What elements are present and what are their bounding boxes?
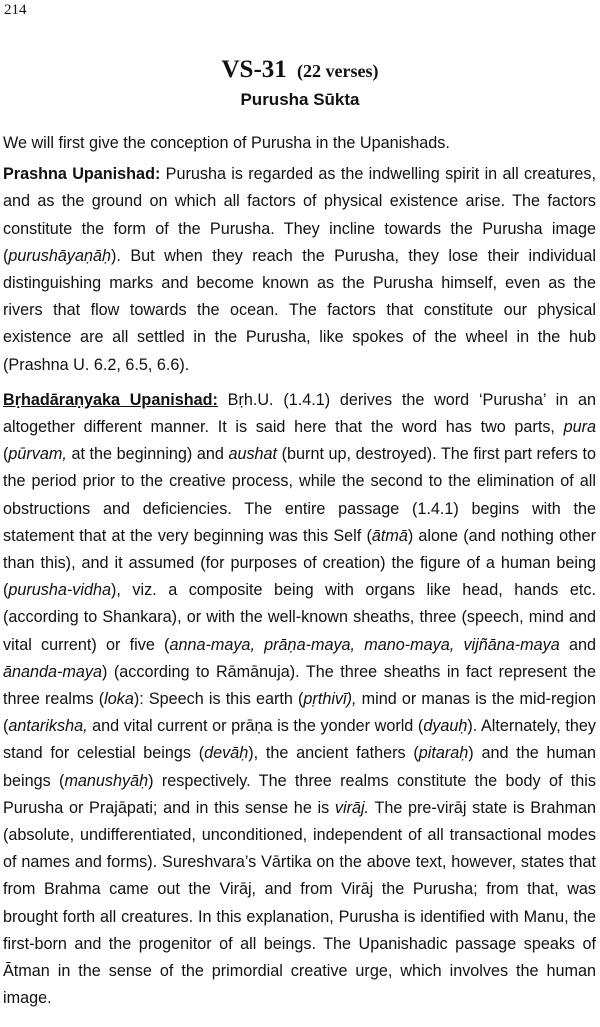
- italic-term: pura: [563, 418, 596, 437]
- text-run: ) and the human beings (: [3, 744, 596, 790]
- text-run: ), the ancient fathers (: [248, 744, 419, 763]
- italic-term: devāḥ: [204, 744, 249, 763]
- italic-term: loka: [104, 690, 134, 709]
- paragraph-brhadaranyaka-upanishad: [3, 387, 596, 1013]
- section-lead-label: Bṛhadāraṇyaka Upanishad:: [3, 390, 218, 409]
- text-run: ). But when they reach the Purusha, they lose their individual distinguishing marks and become known as the Purusha himself, even as the rivers that flow towards the ocean. The factors that constitute our physical existence are all settled in the Purusha, like spokes of the wheel in the hub (Prashna U. 6.2, 6.5, 6.6).: [3, 246, 596, 374]
- chapter-subtitle: Purusha Sūkta: [240, 90, 360, 109]
- paragraph-intro: [3, 130, 596, 157]
- text-run: Bṛh.U. (1.4.1) derives the word ‘Purusha’ in an altogether different manner. It is said here that the word has two parts,: [3, 390, 596, 437]
- chapter-code: VS-31: [221, 56, 287, 83]
- text-run: ) (according to Rāmānuja). The three sheaths in fact represent the three realms (: [3, 662, 596, 709]
- italic-term: ātmā: [371, 526, 408, 545]
- text-run: ). Alternately, they stand for celestial beings (: [3, 717, 596, 763]
- text-run: ) respectively. The three realms constitute the body of this Purusha or Prajāpati; and in this sense he is: [3, 771, 596, 817]
- text-run: and vital current or prāṇa is the yonder world (: [87, 717, 424, 736]
- italic-term: dyauḥ: [423, 717, 468, 736]
- text-run: ), viz. a composite being with organs like head, hands etc. (according to Shankara), or with the well-known sheaths, three (speech, mind and vital current) or five (: [3, 581, 596, 654]
- text-run: at the beginning) and: [66, 445, 229, 464]
- text-run: We will first give the conception of Purusha in the Upanishads.: [3, 134, 450, 152]
- verse-count: (22 verses): [297, 61, 379, 81]
- text-run: ): Speech is this earth (: [133, 690, 304, 709]
- text-run: (burnt up, destroyed). The first part refers to the period prior to the creative process, while the second to the elimination of all obstructions and deficiencies. The entire passage (1.4.1) begins with the statement that at the very beginning was this Self (: [3, 445, 596, 545]
- body-text: [3, 130, 596, 1021]
- italic-term: purusha-vidha: [8, 581, 111, 600]
- text-run: and: [559, 635, 596, 654]
- section-lead-label: Prashna Upanishad:: [3, 165, 161, 184]
- italic-term: pitaraḥ: [418, 744, 469, 763]
- italic-term: antariksha,: [8, 717, 88, 736]
- chapter-heading: [0, 55, 600, 110]
- page-number: 214: [4, 2, 27, 18]
- italic-term: virāj.: [334, 798, 370, 817]
- text-run: Purusha is regarded as the indwelling spirit in all creatures, and as the ground on which all factors of physical existence arise. The factors constitute the form of the Purusha. They incline towards the Purusha image (: [3, 165, 596, 265]
- italic-term: purushāyaṇāḥ: [8, 246, 111, 265]
- text-run: ) alone (and nothing other than this), and it assumed (for purposes of creation) the figure of a human being (: [3, 526, 596, 600]
- text-run: (: [3, 445, 9, 464]
- chapter-title: [0, 55, 600, 86]
- paragraph-prashna-upanishad: [3, 161, 596, 379]
- italic-term: aushat: [228, 445, 278, 464]
- italic-term: anna-maya, prāṇa-maya, mano-maya, vijñāna-maya: [169, 635, 560, 654]
- text-run: mind or manas is the mid-region (: [3, 690, 596, 736]
- italic-term: manushyāḥ: [64, 771, 149, 790]
- text-run: The pre-virāj state is Brahman (absolute, undifferentiated, unconditioned, independent of all transactional modes of names and forms). Sureshvara’s Vārtika on the above text, however, states that from Brahma came out the Virāj, and from Virāj the Purusha; from that, was brought forth all creatures. In this explanation, Purusha is identified with Manu, the first-born and the progenitor of all beings. The Upanishadic passage speaks of Ātman in the sense of the primordial creative urge, which involves the human image.: [3, 798, 596, 1008]
- italic-term: pṛthivī),: [303, 690, 357, 709]
- italic-term: ānanda-maya: [3, 662, 102, 681]
- italic-term: pūrvam,: [8, 445, 67, 464]
